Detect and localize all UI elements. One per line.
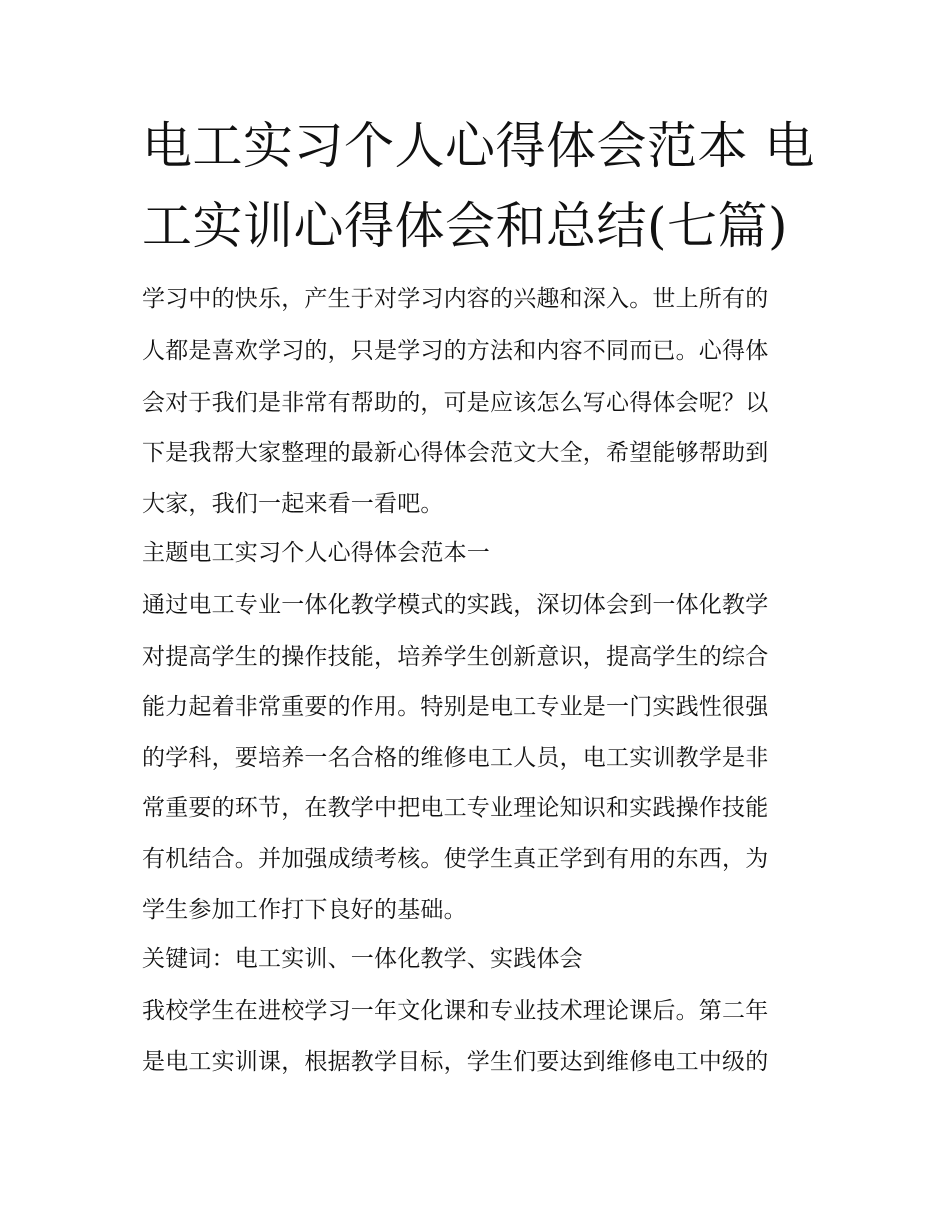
- intro-paragraph-line: 人都是喜欢学习的，只是学习的方法和内容不同而已。心得体: [142, 338, 769, 364]
- intro-paragraph-line: 下是我帮大家整理的最新心得体会范文大全，希望能够帮助到: [142, 440, 769, 466]
- document-title-line-1: 电工实习个人心得体会范本 电: [142, 117, 815, 175]
- body-paragraph-line: 通过电工专业一体化教学模式的实践，深切体会到一体化教学: [142, 592, 769, 618]
- body-paragraph-line: 常重要的环节，在教学中把电工专业理论知识和实践操作技能: [142, 795, 769, 821]
- body-paragraph-line: 的学科，要培养一名合格的维修电工人员，电工实训教学是非: [142, 745, 769, 771]
- intro-paragraph-line: 会对于我们是非常有帮助的，可是应该怎么写心得体会呢？以: [142, 390, 769, 416]
- body-paragraph-line: 能力起着非常重要的作用。特别是电工专业是一门实践性很强: [142, 694, 769, 720]
- keywords-line: 关键词：电工实训、一体化教学、实践体会: [142, 946, 583, 972]
- body-paragraph-line: 有机结合。并加强成绩考核。使学生真正学到有用的东西，为: [142, 846, 769, 872]
- body-paragraph-line: 是电工实训课，根据教学目标，学生们要达到维修电工中级的: [142, 1049, 769, 1075]
- intro-paragraph-line: 大家，我们一起来看一看吧。: [142, 491, 444, 517]
- body-paragraph-line: 我校学生在进校学习一年文化课和专业技术理论课后。第二年: [142, 998, 769, 1024]
- intro-paragraph-line: 学习中的快乐，产生于对学习内容的兴趣和深入。世上所有的: [142, 286, 769, 312]
- document-title-line-2: 工实训心得体会和总结(七篇): [142, 197, 789, 255]
- body-paragraph-line: 对提高学生的操作技能，培养学生创新意识，提高学生的综合: [142, 644, 769, 670]
- body-paragraph-line: 学生参加工作打下良好的基础。: [142, 897, 467, 923]
- section-heading: 主题电工实习个人心得体会范本一: [142, 540, 490, 566]
